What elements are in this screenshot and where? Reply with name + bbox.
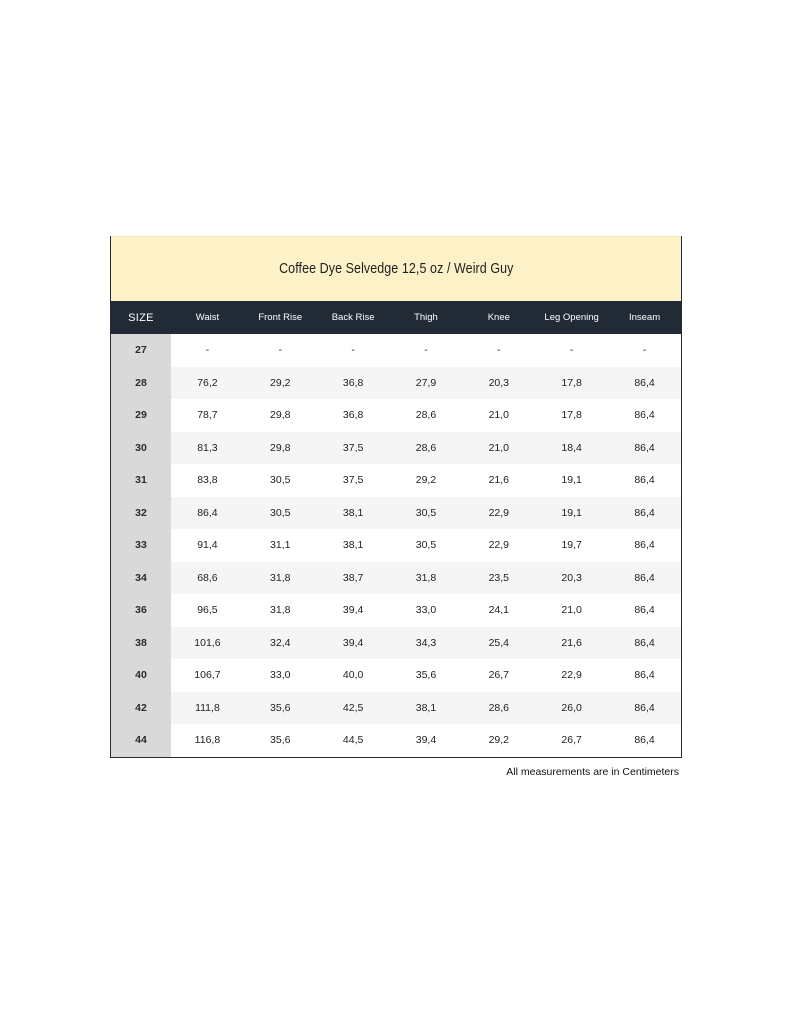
size-cell: 30 (111, 432, 171, 465)
waist-cell: - (205, 344, 210, 357)
inseam-cell: 86,4 (634, 734, 655, 747)
waist-cell: 111,8 (171, 692, 244, 725)
knee-cell: 29,2 (488, 734, 510, 747)
knee-cell: 22,9 (488, 539, 510, 552)
leg-opening-cell: - (569, 344, 574, 357)
size-cell: 33 (111, 529, 171, 562)
thigh-cell: 27,9 (390, 367, 463, 400)
inseam-cell: 86,4 (634, 539, 655, 552)
size-table (111, 301, 681, 757)
inseam-cell: 86,4 (634, 604, 655, 617)
leg-opening-cell: 22,9 (561, 669, 582, 682)
knee-cell: 20,3 (462, 367, 535, 400)
measurement-footnote: All measurements are in Centimeters (506, 766, 679, 778)
size-cell: 32 (111, 497, 171, 530)
back-rise-cell: 36,8 (317, 367, 390, 400)
thigh-cell: 34,3 (390, 627, 463, 660)
leg-opening-cell: 18,4 (535, 432, 608, 465)
waist-cell: 91,4 (197, 539, 218, 552)
back-rise-cell: 42,5 (317, 692, 390, 725)
front-rise-cell: 35,6 (270, 734, 291, 747)
back-rise-cell: 38,1 (342, 539, 364, 552)
waist-cell: 68,6 (171, 562, 244, 595)
back-rise-cell: 36,8 (342, 409, 364, 422)
inseam-cell: 86,4 (634, 474, 655, 487)
back-rise-cell: - (351, 344, 355, 357)
size-cell: 29 (111, 399, 171, 432)
leg-opening-cell: 19,1 (535, 497, 608, 530)
table-row (111, 659, 681, 692)
back-rise-cell: 38,7 (317, 562, 390, 595)
size-cell: 44 (111, 724, 171, 757)
leg-opening-cell: 21,6 (535, 627, 608, 660)
inseam-cell: 86,4 (608, 562, 681, 595)
back-rise-cell: 37,5 (317, 432, 390, 465)
header-knee: Knee (487, 312, 510, 323)
leg-opening-cell: 20,3 (535, 562, 608, 595)
table-row (111, 692, 681, 725)
front-rise-cell: 29,8 (270, 409, 291, 422)
front-rise-cell: 29,8 (244, 432, 317, 465)
knee-cell: 22,9 (462, 497, 535, 530)
knee-cell: 28,6 (462, 692, 535, 725)
back-rise-cell: 40,0 (342, 669, 364, 682)
knee-cell: 23,5 (462, 562, 535, 595)
header-size: SIZE (128, 311, 154, 324)
size-chart (110, 236, 682, 758)
size-cell: 40 (111, 659, 171, 692)
leg-opening-cell: 19,1 (561, 474, 582, 487)
size-cell: 27 (111, 334, 171, 367)
knee-cell: 21,6 (488, 474, 510, 487)
waist-cell: 101,6 (171, 627, 244, 660)
header-inseam: Inseam (628, 312, 661, 323)
leg-opening-cell: 19,7 (561, 539, 582, 552)
size-cell: 38 (111, 627, 171, 660)
front-rise-cell: 31,8 (244, 562, 317, 595)
size-cell: 28 (111, 367, 171, 400)
header-row (111, 301, 681, 334)
front-rise-cell: 31,8 (270, 604, 291, 617)
table-row (111, 529, 681, 562)
leg-opening-cell: 17,8 (561, 409, 582, 422)
thigh-cell: 39,4 (415, 734, 437, 747)
inseam-cell: 86,4 (634, 669, 655, 682)
back-rise-cell: 39,4 (317, 627, 390, 660)
front-rise-cell: 35,6 (244, 692, 317, 725)
front-rise-cell: 30,5 (244, 497, 317, 530)
waist-cell: 78,7 (197, 409, 218, 422)
knee-cell: 26,7 (488, 669, 510, 682)
inseam-cell: 86,4 (608, 367, 681, 400)
thigh-cell: 33,0 (415, 604, 437, 617)
header-leg-opening: Leg Opening (544, 312, 599, 323)
front-rise-cell: 30,5 (270, 474, 291, 487)
back-rise-cell: 38,1 (317, 497, 390, 530)
back-rise-cell: 37,5 (342, 474, 364, 487)
table-row (111, 464, 681, 497)
knee-cell: 25,4 (462, 627, 535, 660)
leg-opening-cell: 21,0 (561, 604, 582, 617)
thigh-cell: 31,8 (390, 562, 463, 595)
thigh-cell: 29,2 (415, 474, 437, 487)
waist-cell: 86,4 (171, 497, 244, 530)
front-rise-cell: 32,4 (244, 627, 317, 660)
inseam-cell: 86,4 (634, 409, 655, 422)
thigh-cell: 28,6 (415, 409, 437, 422)
size-cell: 34 (111, 562, 171, 595)
table-body (111, 334, 681, 757)
leg-opening-cell: 26,0 (535, 692, 608, 725)
waist-cell: 76,2 (171, 367, 244, 400)
table-row (111, 724, 681, 757)
front-rise-cell: 29,2 (244, 367, 317, 400)
table-row (111, 334, 681, 367)
table-row (111, 432, 681, 465)
waist-cell: 81,3 (171, 432, 244, 465)
size-cell: 42 (111, 692, 171, 725)
table-row (111, 627, 681, 660)
back-rise-cell: 44,5 (342, 734, 364, 747)
front-rise-cell: 31,1 (270, 539, 291, 552)
header-back-rise: Back Rise (331, 312, 375, 323)
leg-opening-cell: 26,7 (561, 734, 582, 747)
size-cell: 31 (111, 464, 171, 497)
inseam-cell: 86,4 (608, 692, 681, 725)
table-row (111, 497, 681, 530)
knee-cell: 21,0 (488, 409, 510, 422)
knee-cell: 24,1 (488, 604, 510, 617)
thigh-cell: 30,5 (390, 497, 463, 530)
front-rise-cell: - (278, 344, 283, 357)
thigh-cell: - (424, 344, 428, 357)
chart-title: Coffee Dye Selvedge 12,5 oz / Weird Guy (278, 261, 514, 277)
back-rise-cell: 39,4 (342, 604, 364, 617)
front-rise-cell: 33,0 (270, 669, 291, 682)
waist-cell: 116,8 (194, 734, 221, 747)
thigh-cell: 28,6 (390, 432, 463, 465)
thigh-cell: 35,6 (415, 669, 437, 682)
inseam-cell: 86,4 (608, 497, 681, 530)
thigh-cell: 30,5 (415, 539, 437, 552)
waist-cell: 106,7 (194, 669, 221, 682)
thigh-cell: 38,1 (390, 692, 463, 725)
table-row (111, 367, 681, 400)
header-thigh: Thigh (414, 312, 438, 323)
inseam-cell: - (642, 344, 647, 357)
knee-cell: 21,0 (462, 432, 535, 465)
inseam-cell: 86,4 (608, 432, 681, 465)
header-front-rise: Front Rise (258, 312, 303, 323)
leg-opening-cell: 17,8 (535, 367, 608, 400)
inseam-cell: 86,4 (608, 627, 681, 660)
table-row (111, 594, 681, 627)
header-waist: Waist (195, 312, 220, 323)
waist-cell: 96,5 (197, 604, 218, 617)
chart-title-bar (111, 236, 681, 301)
size-cell: 36 (111, 594, 171, 627)
table-row (111, 399, 681, 432)
table-row (111, 562, 681, 595)
knee-cell: - (497, 344, 501, 357)
waist-cell: 83,8 (197, 474, 218, 487)
